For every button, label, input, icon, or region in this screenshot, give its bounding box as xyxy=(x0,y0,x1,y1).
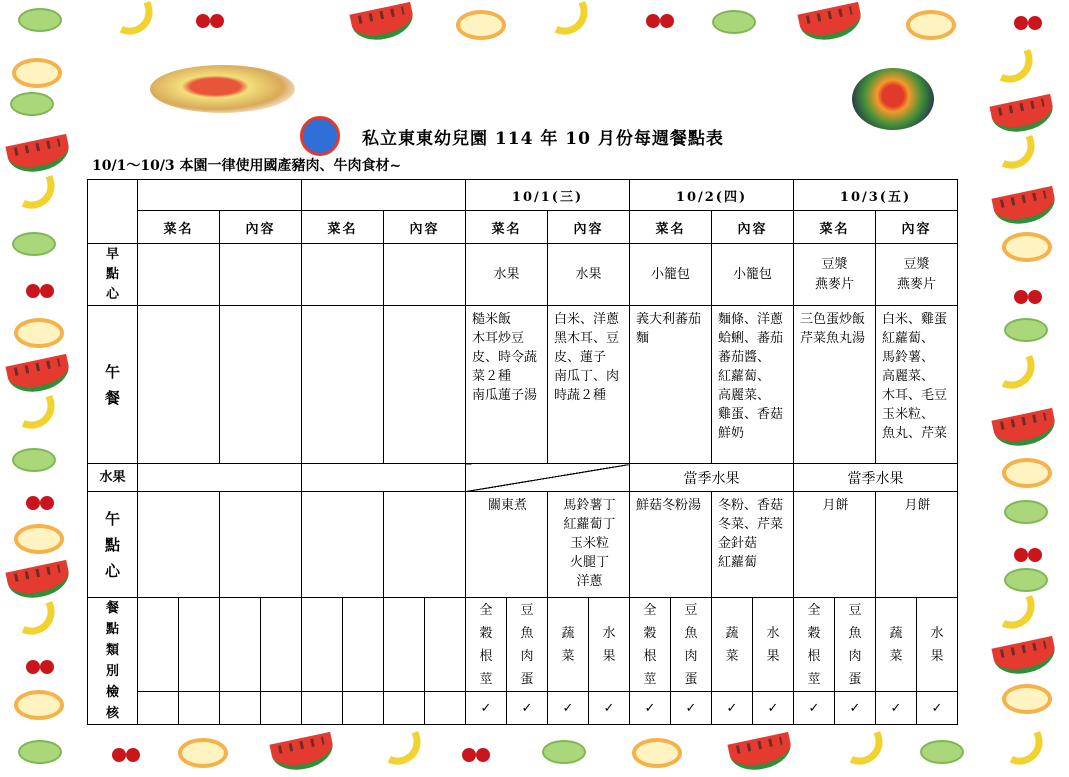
breakfast-name: 水果 xyxy=(466,244,548,306)
snack-name: 關東煮 xyxy=(466,492,548,598)
leaf-decoration xyxy=(12,232,56,256)
breakfast-content: 小籠包 xyxy=(712,244,794,306)
breakfast-name xyxy=(302,244,384,306)
ingredients-header: 內容 xyxy=(876,211,958,244)
lunch-content: 麵條、洋蔥 蛤蜊、蕃茄 蕃茄醬、 紅蘿蔔、 高麗菜、 雞蛋、香菇 鮮奶 xyxy=(712,306,794,464)
lunch-name: 三色蛋炒飯 芹菜魚丸湯 xyxy=(794,306,876,464)
cherry-decoration xyxy=(22,276,58,298)
watermelon-decoration xyxy=(989,94,1056,137)
lunch-name: 糙米飯 木耳炒豆皮、時令蔬菜２種 南瓜蓮子湯 xyxy=(466,306,548,464)
breakfast-content xyxy=(384,244,466,306)
check-cell xyxy=(179,692,220,725)
banana-decoration xyxy=(989,595,1041,635)
cherry-decoration xyxy=(22,652,58,674)
lemon-decoration xyxy=(1002,232,1052,262)
lemon-decoration xyxy=(14,690,64,720)
lunch-content xyxy=(220,306,302,464)
lemon-decoration xyxy=(1002,458,1052,488)
leaf-decoration xyxy=(1004,500,1048,524)
checkmark-icon: ✓ xyxy=(712,692,753,725)
category-grains: 全 穀 根 莖 xyxy=(630,598,671,692)
category-fruit: 水 果 xyxy=(589,598,630,692)
category-check-row-label: 餐 點 類 別 檢 核 xyxy=(88,598,138,725)
checkmark-icon: ✓ xyxy=(466,692,507,725)
fruit-cell: 當季水果 xyxy=(630,464,794,492)
check-cell xyxy=(302,692,343,725)
cherry-decoration xyxy=(22,488,58,510)
checkmark-icon: ✓ xyxy=(835,692,876,725)
date-header xyxy=(138,180,302,211)
fruit-cell xyxy=(302,464,466,492)
ingredients-header: 內容 xyxy=(548,211,630,244)
cherry-decoration xyxy=(1010,540,1046,562)
snack-content: 馬鈴薯丁 紅蘿蔔丁 玉米粒 火腿丁 洋蔥 xyxy=(548,492,630,598)
category-grains: 全 穀 根 莖 xyxy=(466,598,507,692)
check-cell xyxy=(138,692,179,725)
category-cell xyxy=(138,598,179,692)
banana-decoration xyxy=(9,395,61,435)
category-cell xyxy=(220,598,261,692)
banana-decoration xyxy=(9,175,61,215)
checkmark-icon: ✓ xyxy=(794,692,835,725)
category-cell xyxy=(343,598,384,692)
dish-name-header: 菜名 xyxy=(794,211,876,244)
watermelon-decoration xyxy=(349,2,416,45)
fruit-cell: 當季水果 xyxy=(794,464,958,492)
leaf-decoration xyxy=(712,10,756,34)
snack-row-label: 午 點 心 xyxy=(88,492,138,598)
snack-content xyxy=(220,492,302,598)
lunch-name xyxy=(138,306,220,464)
leaf-decoration xyxy=(10,92,54,116)
category-fruit: 水 果 xyxy=(753,598,794,692)
dish-name-header: 菜名 xyxy=(302,211,384,244)
breakfast-name xyxy=(138,244,220,306)
page-subtitle: 10/1～10/3 本園一律使用國產豬肉、牛肉食材~ xyxy=(92,158,402,174)
ingredients-header: 內容 xyxy=(220,211,302,244)
breakfast-content: 豆漿 燕麥片 xyxy=(876,244,958,306)
lemon-decoration xyxy=(14,318,64,348)
category-vegetables: 蔬 菜 xyxy=(548,598,589,692)
banana-decoration xyxy=(9,601,61,641)
banana-decoration xyxy=(107,1,159,41)
watermelon-decoration xyxy=(5,560,72,603)
leaf-decoration xyxy=(18,8,62,32)
banana-decoration xyxy=(987,49,1039,89)
weekly-menu-table xyxy=(87,179,958,725)
breakfast-content: 水果 xyxy=(548,244,630,306)
watermelon-decoration xyxy=(991,408,1058,451)
cherry-decoration xyxy=(1010,8,1046,30)
snack-name xyxy=(138,492,220,598)
check-cell xyxy=(220,692,261,725)
category-protein: 豆 魚 肉 蛋 xyxy=(671,598,712,692)
lemon-decoration xyxy=(632,738,682,768)
watermelon-decoration xyxy=(5,354,72,397)
cherry-decoration xyxy=(642,6,678,28)
checkmark-icon: ✓ xyxy=(548,692,589,725)
lunch-content: 白米、洋蔥 黑木耳、豆皮、蓮子 南瓜丁、肉 時蔬２種 xyxy=(548,306,630,464)
checkmark-icon: ✓ xyxy=(589,692,630,725)
date-header: 10/3(五) xyxy=(794,180,958,211)
snack-content: 月餅 xyxy=(876,492,958,598)
category-cell xyxy=(261,598,302,692)
leaf-decoration xyxy=(542,740,586,764)
lemon-decoration xyxy=(1002,684,1052,714)
checkmark-icon: ✓ xyxy=(876,692,917,725)
checkmark-icon: ✓ xyxy=(671,692,712,725)
banana-decoration xyxy=(542,1,594,41)
school-logo-icon xyxy=(300,116,340,156)
banana-decoration xyxy=(989,355,1041,395)
leaf-decoration xyxy=(1004,318,1048,342)
lunch-content: 白米、雞蛋 紅蘿蔔、 馬鈴薯、 高麗菜、 木耳、毛豆 玉米粒、 魚丸、芹菜 xyxy=(876,306,958,464)
check-cell xyxy=(343,692,384,725)
check-cell xyxy=(384,692,425,725)
fruit-row-label: 水果 xyxy=(88,464,138,492)
lemon-decoration xyxy=(906,10,956,40)
vegetable-bowl-illustration xyxy=(852,68,934,130)
dish-name-header: 菜名 xyxy=(630,211,712,244)
check-cell xyxy=(261,692,302,725)
banana-decoration xyxy=(989,135,1041,175)
corner-cell xyxy=(88,180,138,244)
watermelon-decoration xyxy=(797,2,864,45)
ingredients-header: 內容 xyxy=(712,211,794,244)
lemon-decoration xyxy=(14,524,64,554)
breakfast-row-label: 早 點 心 xyxy=(88,244,138,306)
snack-name: 月餅 xyxy=(794,492,876,598)
checkmark-icon: ✓ xyxy=(917,692,958,725)
cherry-decoration xyxy=(1010,282,1046,304)
lemon-decoration xyxy=(12,58,62,88)
breakfast-name: 小籠包 xyxy=(630,244,712,306)
category-protein: 豆 魚 肉 蛋 xyxy=(835,598,876,692)
cherry-decoration xyxy=(192,6,228,28)
date-header: 10/2(四) xyxy=(630,180,794,211)
leaf-decoration xyxy=(1004,568,1048,592)
date-header: 10/1(三) xyxy=(466,180,630,211)
snack-name xyxy=(302,492,384,598)
ingredients-header: 內容 xyxy=(384,211,466,244)
watermelon-decoration xyxy=(269,732,336,775)
category-cell xyxy=(425,598,466,692)
watermelon-decoration xyxy=(991,186,1058,229)
lunch-name xyxy=(302,306,384,464)
lemon-decoration xyxy=(456,10,506,40)
leaf-decoration xyxy=(12,448,56,472)
breakfast-name: 豆漿 燕麥片 xyxy=(794,244,876,306)
dish-name-header: 菜名 xyxy=(138,211,220,244)
fruit-cell xyxy=(138,464,302,492)
checkmark-icon: ✓ xyxy=(753,692,794,725)
category-protein: 豆 魚 肉 蛋 xyxy=(507,598,548,692)
leaf-decoration xyxy=(18,740,62,764)
category-cell xyxy=(302,598,343,692)
category-vegetables: 蔬 菜 xyxy=(876,598,917,692)
category-grains: 全 穀 根 莖 xyxy=(794,598,835,692)
banana-decoration xyxy=(837,731,889,771)
checkmark-icon: ✓ xyxy=(507,692,548,725)
snack-name: 鮮菇冬粉湯 xyxy=(630,492,712,598)
cherry-decoration xyxy=(458,740,494,762)
lunch-name: 義大利蕃茄麵 xyxy=(630,306,712,464)
lunch-content xyxy=(384,306,466,464)
category-vegetables: 蔬 菜 xyxy=(712,598,753,692)
cherry-decoration xyxy=(108,740,144,762)
lunch-row-label: 午 餐 xyxy=(88,306,138,464)
page-title: 私立東東幼兒園 114 年 10 月份每週餐點表 xyxy=(362,128,724,149)
category-fruit: 水 果 xyxy=(917,598,958,692)
category-cell xyxy=(384,598,425,692)
watermelon-decoration xyxy=(727,732,794,775)
category-cell xyxy=(179,598,220,692)
banana-decoration xyxy=(375,731,427,771)
leaf-decoration xyxy=(920,740,964,764)
check-cell xyxy=(425,692,466,725)
banana-decoration xyxy=(997,731,1049,771)
watermelon-decoration xyxy=(991,636,1058,679)
snack-content: 冬粉、香菇 冬菜、芹菜 金針菇 紅蘿蔔 xyxy=(712,492,794,598)
watermelon-decoration xyxy=(5,134,72,177)
checkmark-icon: ✓ xyxy=(630,692,671,725)
breakfast-content xyxy=(220,244,302,306)
fried-rice-dish-illustration xyxy=(150,65,295,113)
fruit-cell xyxy=(466,464,630,492)
lemon-decoration xyxy=(178,738,228,768)
snack-content xyxy=(384,492,466,598)
page-header xyxy=(300,120,724,152)
date-header xyxy=(302,180,466,211)
dish-name-header: 菜名 xyxy=(466,211,548,244)
